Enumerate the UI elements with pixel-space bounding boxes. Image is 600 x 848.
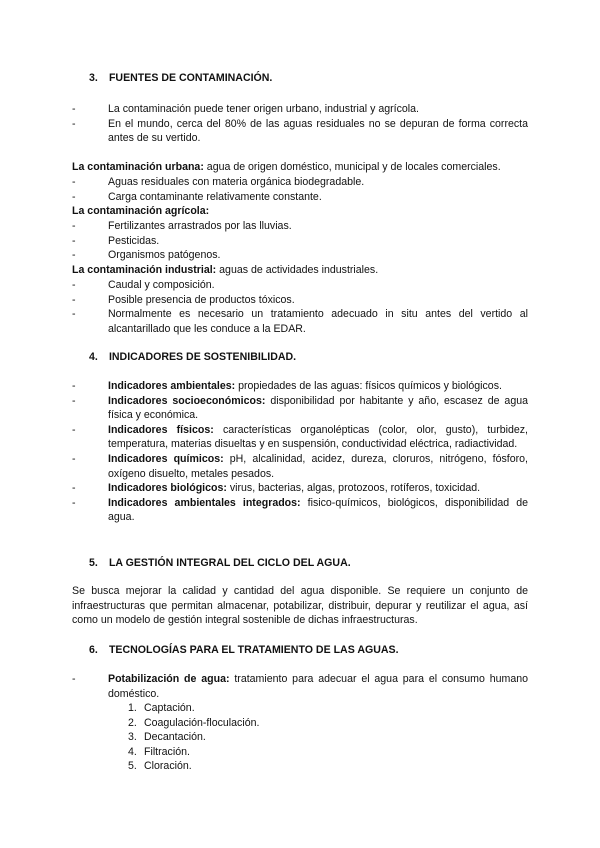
- list-item: - Carga contaminante relativamente constante.: [72, 190, 322, 203]
- section-3-heading: [72, 71, 528, 86]
- section-number: 4.: [89, 351, 98, 363]
- list-item: - Potabilización de agua: tratamiento para adecuar el agua para el consumo humano doméstico.: [72, 673, 529, 700]
- industrial-label: La contaminación industrial:: [72, 264, 217, 276]
- industrial-list: [72, 278, 528, 336]
- agricultural-list: [72, 219, 528, 263]
- step-item: 5. Cloración.: [128, 760, 192, 773]
- list-item: - Aguas residuales con materia orgánica biodegradable.: [72, 176, 365, 188]
- section-number: 6.: [89, 644, 98, 656]
- section-number: 5.: [89, 557, 98, 569]
- agricultural-label: La contaminación agrícola:: [72, 205, 210, 217]
- list-item: - Caudal y composición.: [72, 279, 215, 291]
- urban-list: [72, 175, 528, 204]
- section-5-heading: [72, 556, 528, 571]
- step-item: 1. Captación.: [128, 702, 195, 714]
- section-3-intro-list: [72, 102, 528, 146]
- urban-contamination: La contaminación urbana: agua de origen doméstico, municipal y de locales comerciales.: [72, 161, 501, 173]
- list-item: - Indicadores socioeconómicos: disponibilidad por habitante y año, escasez de agua física y económica.: [72, 394, 529, 422]
- list-item: - Normalmente es necesario un tratamiento adecuado in situ antes del vertido al alcantarillado que les conduce a la EDAR.: [72, 308, 528, 335]
- list-item: - La contaminación puede tener origen urbano, industrial y agrícola.: [72, 103, 419, 115]
- agricultural-contamination: [72, 204, 528, 219]
- list-item: - Organismos patógenos.: [72, 249, 221, 262]
- section-number: 3.: [89, 72, 98, 84]
- list-item: - Posible presencia de productos tóxicos.: [72, 293, 295, 306]
- list-item: - Indicadores biológicos: virus, bacterias, algas, protozoos, rotíferos, toxicidad.: [72, 482, 481, 495]
- urban-label: La contaminación urbana:: [72, 161, 204, 173]
- list-item: - En el mundo, cerca del 80% de las aguas residuales no se depuran de forma correcta antes de su vertido.: [72, 117, 528, 145]
- list-item: - Indicadores ambientales integrados: fisico-químicos, biológicos, disponibilidad de agua.: [72, 496, 529, 524]
- indicators-list: [72, 379, 528, 525]
- potabilization-steps: [72, 701, 528, 774]
- step-item: 2. Coagulación-floculación.: [128, 716, 260, 729]
- list-item: - Indicadores físicos: características organolépticas (color, olor, gusto), turbidez, temperatura, materias disueltas y en suspensión, conductividad eléctrica, radiactividad.: [72, 423, 528, 451]
- section-5-paragraph: Se busca mejorar la calidad y cantidad del agua disponible. Se requiere un conjunto de infraestructuras que permitan almacenar, potabilizar, distribuir, depurar y reutilizar el agua, así como un modelo de gestión integral sostenible de dichas infraestructuras.: [72, 585, 528, 627]
- industrial-contamination: La contaminación industrial: aguas de actividades industriales.: [72, 264, 379, 276]
- step-item: 4. Filtración.: [128, 745, 190, 758]
- list-item: - Fertilizantes arrastrados por las lluvias.: [72, 220, 292, 232]
- section-title: INDICADORES DE SOSTENIBILIDAD.: [108, 351, 297, 363]
- step-item: 3. Decantación.: [128, 731, 206, 744]
- list-item: - Indicadores químicos: pH, alcalinidad, acidez, dureza, cloruros, nitrógeno, fósforo, oxígeno disuelto, metales pesados.: [72, 452, 528, 480]
- technologies-list: [72, 672, 528, 701]
- section-title: FUENTES DE CONTAMINACIÓN.: [108, 72, 273, 84]
- section-title: TECNOLOGÍAS PARA EL TRATAMIENTO DE LAS AGUAS.: [108, 644, 399, 656]
- list-item: - Indicadores ambientales: propiedades de las aguas: físicos químicos y biológicos.: [72, 380, 502, 392]
- list-item: - Pesticidas.: [72, 234, 160, 247]
- section-6-heading: [72, 643, 528, 658]
- section-4-heading: [72, 350, 528, 365]
- section-title: LA GESTIÓN INTEGRAL DEL CICLO DEL AGUA.: [108, 557, 351, 569]
